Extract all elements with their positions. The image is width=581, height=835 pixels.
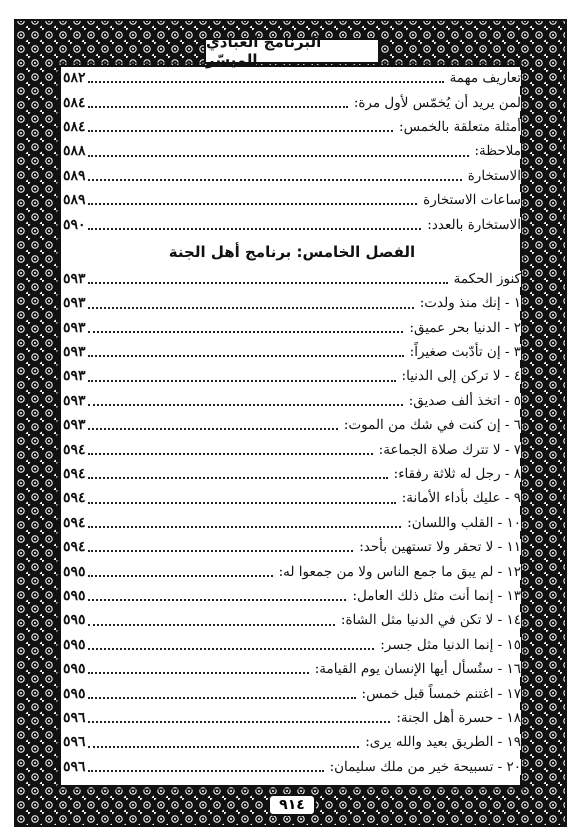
toc-entry xyxy=(63,139,521,163)
dot-leader xyxy=(88,403,403,406)
dot-leader xyxy=(88,696,356,699)
toc-entry-page: ٥٩٥ xyxy=(63,588,86,604)
toc-entry-page: ٥٩٤ xyxy=(63,441,86,458)
toc-entry-page: ٥٩٣ xyxy=(63,392,86,409)
toc-entry-title: تعاريف مهمة xyxy=(446,70,521,86)
toc-entry-page: ٥٩٣ xyxy=(63,368,86,385)
toc-entry-title: ساعات الاستخارة xyxy=(419,192,521,208)
toc-entry xyxy=(63,730,521,754)
toc-entry xyxy=(63,755,521,779)
toc-entry-title: كنوز الحكمة xyxy=(450,271,521,287)
toc-entry-title: ١٠ - القلب واللسان: xyxy=(403,515,521,531)
dot-leader xyxy=(88,525,402,528)
toc-entry xyxy=(63,559,521,583)
toc-entry-page: ٥٩٣ xyxy=(63,270,86,287)
toc-entry-title: ٥ - اتخذ ألف صديق: xyxy=(405,393,521,409)
dot-leader xyxy=(88,501,396,504)
dot-leader xyxy=(88,306,414,309)
toc-entry-title: ١٥ - إنما الدنيا مثل جسر: xyxy=(376,637,521,653)
toc-entry xyxy=(63,188,521,212)
toc-entry-page: ٥٩٤ xyxy=(63,466,86,483)
toc-entry xyxy=(63,291,521,315)
toc-entry xyxy=(63,584,521,608)
dot-leader xyxy=(88,427,338,430)
toc-entry xyxy=(63,437,521,461)
toc-entry-title: ٢ - الدنيا بحر عميق: xyxy=(405,320,521,336)
toc-entry xyxy=(63,66,521,90)
toc-entry-page: ٥٩٦ xyxy=(63,758,86,775)
dot-leader xyxy=(88,154,469,157)
toc-entry-page: ٥٩٠ xyxy=(63,216,86,233)
dot-leader xyxy=(88,745,360,748)
toc-entry-page: ٥٩٥ xyxy=(63,612,86,629)
toc-entry-page: ٥٨٤ xyxy=(63,118,86,135)
toc-entry xyxy=(63,511,521,535)
dot-leader xyxy=(88,720,391,723)
toc-entry-title: ٧ - لا تترك صلاة الجماعة: xyxy=(375,442,521,458)
toc-entry xyxy=(63,633,521,657)
dot-leader xyxy=(88,769,324,772)
toc-entry-page: ٥٨٨ xyxy=(63,143,86,160)
toc-entry-page: ٥٩٦ xyxy=(63,734,86,751)
toc-entry-title: ١٦ - ستُسأل أيها الإنسان يوم القيامة: xyxy=(311,661,521,677)
toc-entry xyxy=(63,535,521,559)
toc-entry-title: لمن يريد أن يُخمّس لأول مرة: xyxy=(350,95,521,111)
toc-section-2 xyxy=(63,267,521,779)
toc-entry-title: ١٢ - لم يبق ما جمع الناس ولا من جمعوا له: xyxy=(275,564,521,580)
toc-entry-page: ٥٨٤ xyxy=(63,94,86,111)
running-header: البرنامج العبادي الميسّر xyxy=(204,38,380,64)
toc-entry-title: ٣ - إن تأدّبت صغيراً: xyxy=(406,344,521,360)
toc-entry xyxy=(63,164,521,188)
toc-entry-title: الاستخارة xyxy=(464,168,521,184)
toc-entry-title: ١٩ - الطريق بعيد والله يرى: xyxy=(361,734,521,750)
toc-entry-title: ٩ - عليك بأداء الأمانة: xyxy=(398,490,521,506)
toc-entry-page: ٥٩٣ xyxy=(63,319,86,336)
toc-entry-page: ٥٩٣ xyxy=(63,344,86,361)
dot-leader xyxy=(88,178,462,181)
toc-entry xyxy=(63,316,521,340)
chapter-heading: الفصل الخامس: برنامج أهل الجنة xyxy=(168,242,416,261)
toc-entry-title: ١٨ - حسرة أهل الجنة: xyxy=(392,710,521,726)
table-of-contents xyxy=(63,66,521,779)
toc-entry xyxy=(63,267,521,291)
toc-entry-page: ٥٩٥ xyxy=(63,636,86,653)
toc-entry xyxy=(63,115,521,139)
toc-entry-title: ملاحظة: xyxy=(471,143,522,159)
toc-entry-page: ٥٩٥ xyxy=(63,563,86,580)
toc-entry xyxy=(63,212,521,236)
toc-entry-page: ٥٨٩ xyxy=(63,167,86,184)
dot-leader xyxy=(88,574,273,577)
toc-entry-page: ٥٩٣ xyxy=(63,295,86,312)
toc-entry-page: ٥٨٩ xyxy=(63,192,86,209)
toc-entry xyxy=(63,462,521,486)
toc-entry-page: ٥٨٢ xyxy=(63,70,86,87)
toc-entry-title: ٢٠ - تسبيحة خير من ملك سليمان: xyxy=(326,759,521,775)
dot-leader xyxy=(88,647,375,650)
page-number: ٩١٤ xyxy=(268,794,316,816)
toc-section-1 xyxy=(63,66,521,237)
toc-entry-title: ٨ - رجل له ثلاثة رفقاء: xyxy=(390,466,521,482)
toc-entry-page: ٥٩٤ xyxy=(63,490,86,507)
toc-entry xyxy=(63,364,521,388)
toc-entry-page: ٥٩٤ xyxy=(63,514,86,531)
dot-leader xyxy=(88,549,354,552)
dot-leader xyxy=(88,476,388,479)
toc-entry xyxy=(63,413,521,437)
toc-entry-page: ٥٩٤ xyxy=(63,539,86,556)
dot-leader xyxy=(88,129,393,132)
toc-entry xyxy=(63,706,521,730)
toc-entry-title: ١ - إنك منذ ولدت: xyxy=(416,295,521,311)
toc-entry-page: ٥٩٦ xyxy=(63,709,86,726)
toc-entry-page: ٥٩٣ xyxy=(63,417,86,434)
dot-leader xyxy=(88,105,348,108)
toc-entry-title: ١١ - لا تحقر ولا تستهين بأحد: xyxy=(355,539,521,555)
dot-leader xyxy=(88,330,404,333)
dot-leader xyxy=(88,623,335,626)
toc-entry xyxy=(63,340,521,364)
toc-entry xyxy=(63,486,521,510)
dot-leader xyxy=(88,80,444,83)
dot-leader xyxy=(88,202,418,205)
toc-entry xyxy=(63,90,521,114)
dot-leader xyxy=(88,452,373,455)
toc-entry-title: ١٣ - إنما أنت مثل ذلك العامل: xyxy=(348,588,521,604)
toc-entry-title: أمثلة متعلقة بالخمس: xyxy=(395,119,521,135)
dot-leader xyxy=(88,227,422,230)
dot-leader xyxy=(88,379,396,382)
toc-entry xyxy=(63,389,521,413)
dot-leader xyxy=(88,598,347,601)
dot-leader xyxy=(88,281,448,284)
toc-entry xyxy=(63,608,521,632)
dot-leader xyxy=(88,671,309,674)
toc-entry-title: ٤ - لا تركن إلى الدنيا: xyxy=(398,368,521,384)
toc-entry-title: ١٤ - لا تكن في الدنيا مثل الشاة: xyxy=(337,612,521,628)
toc-entry-title: ١٧ - اغتنم خمساً قبل خمس: xyxy=(358,686,521,702)
toc-entry-page: ٥٩٥ xyxy=(63,661,86,678)
toc-entry-title: الاستخارة بالعدد: xyxy=(423,217,521,233)
toc-entry-page: ٥٩٥ xyxy=(63,685,86,702)
toc-entry xyxy=(63,681,521,705)
dot-leader xyxy=(88,354,404,357)
toc-entry-title: ٦ - إن كنت في شك من الموت: xyxy=(340,417,521,433)
toc-entry xyxy=(63,657,521,681)
